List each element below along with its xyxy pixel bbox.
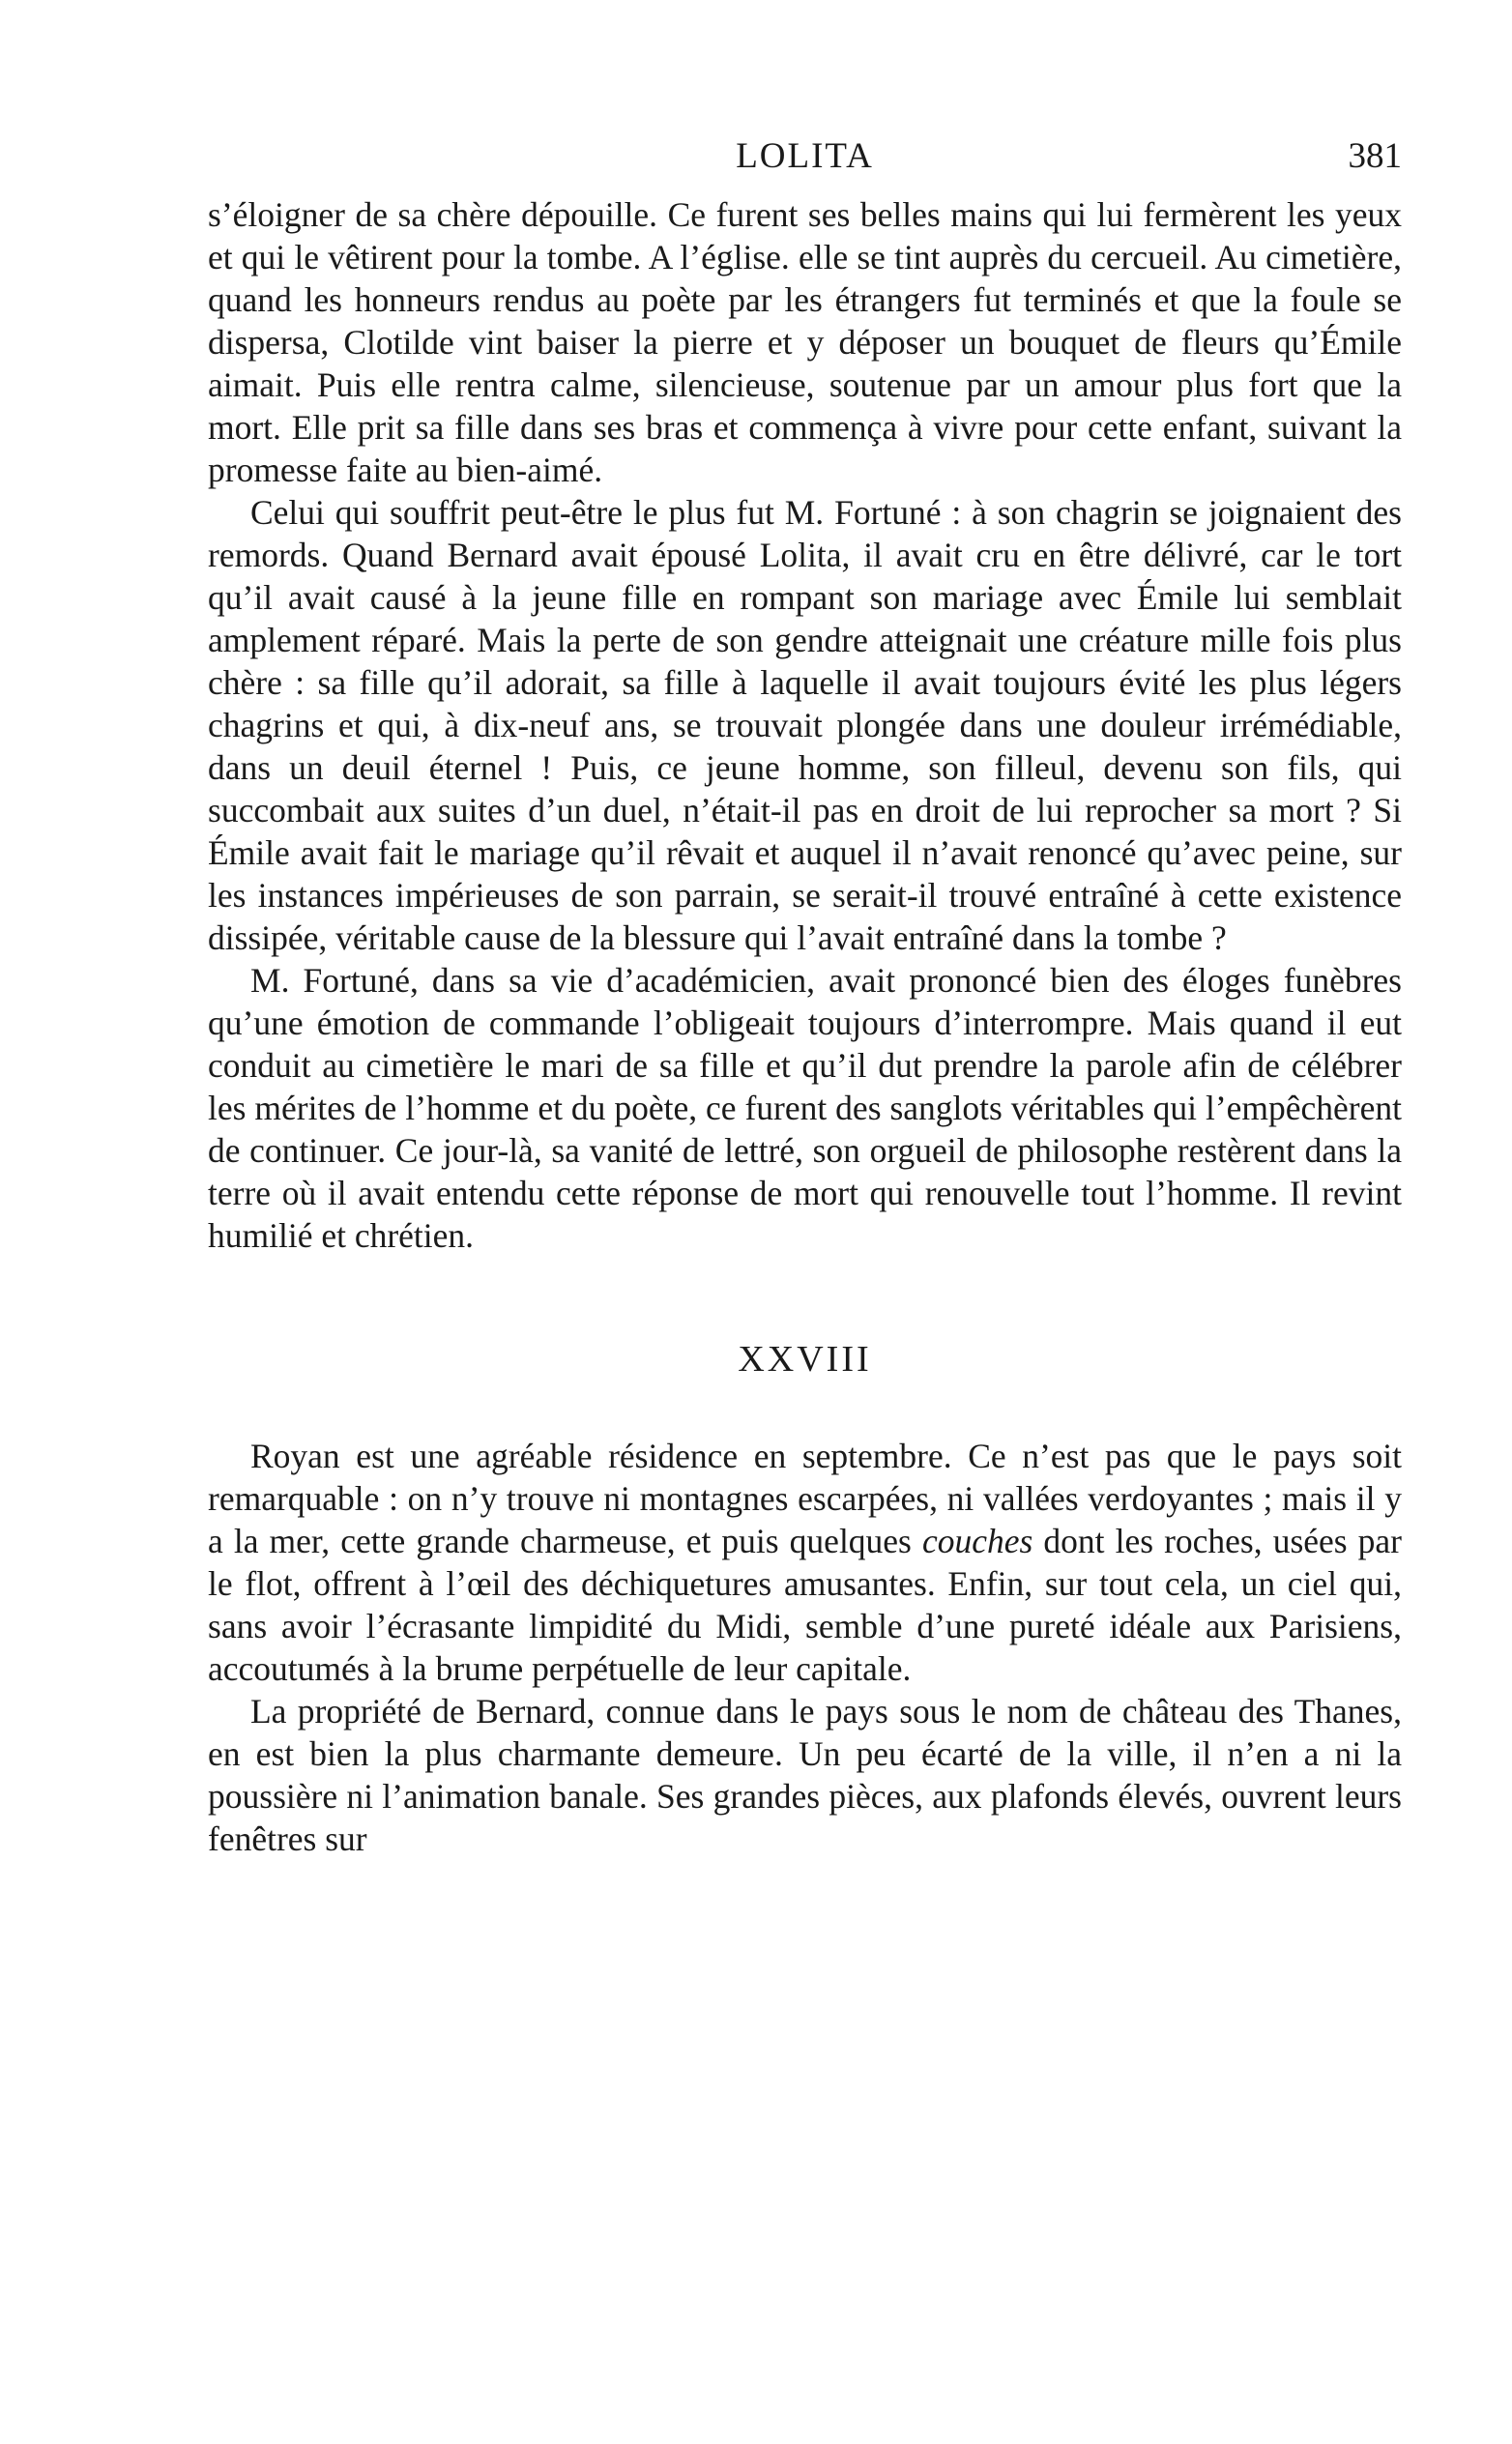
- chapter-continuation-text: [208, 193, 1402, 1257]
- paragraph: [208, 1435, 1402, 1690]
- running-head: [208, 135, 1402, 193]
- paragraph: La propriété de Bernard, connue dans le pays sous le nom de château des Thanes, en est bien la plus charmante demeure. Un peu écarté de la ville, il n’en a ni la poussière ni l’animation banale. Ses grandes pièces, aux plafonds élevés, ouvrent leurs fenêtres sur: [208, 1692, 1402, 1858]
- chapter-text: [208, 1435, 1402, 1860]
- running-title: LOLITA: [736, 136, 874, 176]
- book-page: [208, 135, 1402, 2378]
- page-number: 381: [1348, 136, 1402, 176]
- paragraph-text: dont les roches, usées par le flot, offrent à l’œil des déchiquetures amusantes. Enfin, sur tout cela, un ciel qui, sans avoir l’écrasante limpidité du Midi, semble d’une pureté idéale aux Parisiens, accoutumés à la brume perpétuelle de leur capitale.: [208, 1522, 1403, 1688]
- paragraph-text: Royan est une agréable résidence en septembre. Ce n’est pas que le pays soit remarquable : on n’y trouve ni montagnes escarpées, ni vallées verdoyantes ; mais il y a la mer, cette grande charmeuse, et puis quelques: [208, 1437, 1402, 1560]
- paragraph: Celui qui souffrit peut-être le plus fut M. Fortuné : à son chagrin se joignaient des remords. Quand Bernard avait épousé Lolita, il avait cru en être délivré, car le tort qu’il avait causé à la jeune fille en rompant son mariage avec Émile lui semblait amplement réparé. Mais la perte de son gendre atteignait une créature mille fois plus chère : sa fille qu’il adorait, sa fille à laquelle il avait toujours évité les plus légers chagrins et qui, à dix-neuf ans, se trouvait plongée dans une douleur irrémédiable, dans un deuil éternel ! Puis, ce jeune homme, son filleul, devenu son fils, qui succombait aux suites d’un duel, n’était-il pas en droit de lui reprocher sa mort ? Si Émile avait fait le mariage qu’il rêvait et auquel il n’avait renoncé qu’avec peine, sur les instances impérieuses de son parrain, se serait-il trouvé entraîné à cette existence dissipée, véritable cause de la blessure qui l’avait entraîné dans la tombe ?: [208, 493, 1402, 957]
- italic-word: couches: [921, 1522, 1033, 1560]
- paragraph: M. Fortuné, dans sa vie d’académicien, avait prononcé bien des éloges funèbres qu’une émotion de commande l’obligeait toujours d’interrompre. Mais quand il eut conduit au cimetière le mari de sa fille et qu’il dut prendre la parole afin de célébrer les mérites de l’homme et du poète, ce furent des sanglots véritables qui l’empêchèrent de continuer. Ce jour-là, sa vanité de lettré, son orgueil de philosophe restèrent dans la terre où il avait entendu cette réponse de mort qui renouvelle tout l’homme. Il revint humilié et chrétien.: [208, 961, 1402, 1255]
- chapter-heading: XXVIII: [738, 1339, 872, 1380]
- paragraph: s’éloigner de sa chère dépouille. Ce furent ses belles mains qui lui fermèrent les yeux et qui le vêtirent pour la tombe. A l’église. elle se tint auprès du cercueil. Au cimetière, quand les honneurs rendus au poète par les étrangers fut terminés et que la foule se dispersa, Clotilde vint baiser la pierre et y déposer un bouquet de fleurs qu’Émile aimait. Puis elle rentra calme, silencieuse, soutenue par un amour plus fort que la mort. Elle prit sa fille dans ses bras et commença à vivre pour cette enfant, suivant la promesse faite au bien-aimé.: [208, 195, 1402, 489]
